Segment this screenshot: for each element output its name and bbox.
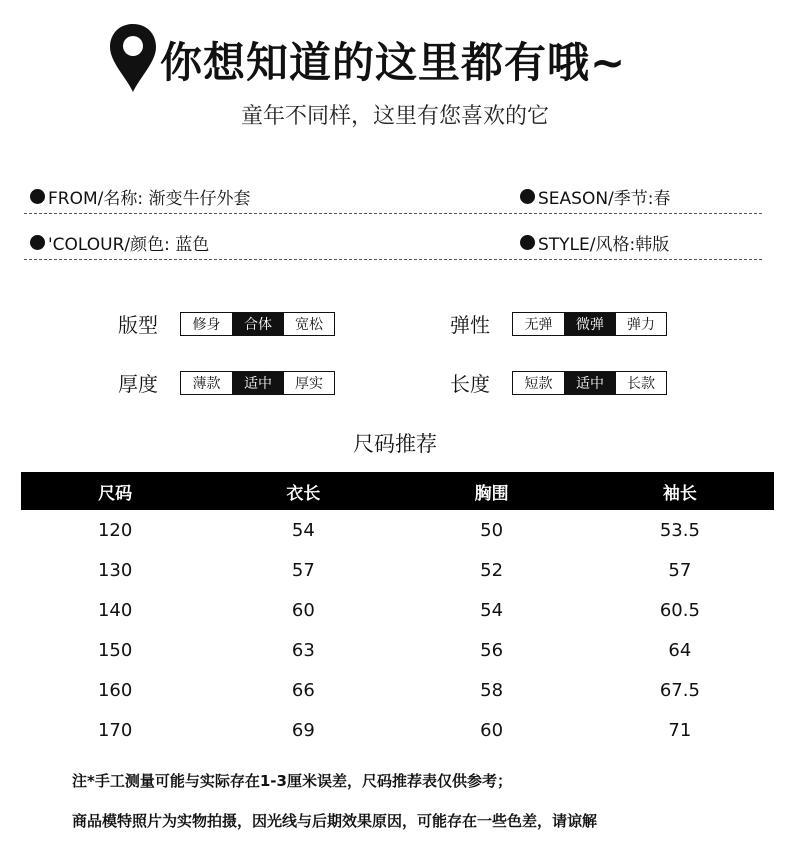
attr-thickness-label: 厚度 <box>118 372 158 396</box>
attr-elasticity-option: 弹力 <box>615 313 666 335</box>
table-cell: 57 <box>668 559 692 581</box>
table-cell: 67.5 <box>659 679 700 701</box>
attr-length-option-selected: 适中 <box>564 372 615 394</box>
table-cell: 140 <box>97 599 133 621</box>
bullet-dot-icon <box>30 235 45 250</box>
table-cell: 57 <box>291 559 315 581</box>
info-name-text: FROM/名称: 渐变牛仔外套 <box>48 189 251 209</box>
table-cell: 54 <box>480 599 504 621</box>
table-row <box>21 590 774 630</box>
attr-fit-options <box>180 312 335 336</box>
attr-fit-option: 修身 <box>181 313 232 335</box>
info-style-text: STYLE/风格:韩版 <box>538 235 670 255</box>
table-cell: 60.5 <box>659 599 700 621</box>
table-cell: 69 <box>291 719 315 741</box>
attr-thickness-option: 厚实 <box>283 372 334 394</box>
info-name <box>30 184 251 209</box>
table-cell: 170 <box>97 719 133 741</box>
attr-thickness <box>118 368 335 397</box>
attr-elasticity-label: 弹性 <box>450 313 490 337</box>
attr-elasticity <box>450 309 667 338</box>
page-subtitle: 童年不同样，这里有您喜欢的它 <box>240 104 549 129</box>
table-cell: 50 <box>480 519 504 541</box>
attr-thickness-option: 薄款 <box>181 372 232 394</box>
attr-length-options <box>512 371 667 395</box>
attr-elasticity-option-selected: 微弹 <box>564 313 615 335</box>
measurement-note: 注*手工测量可能与实际存在1-3厘米误差，尺码推荐表仅供参考； <box>72 772 512 790</box>
attr-thickness-options <box>180 371 335 395</box>
attr-length-option: 长款 <box>615 372 666 394</box>
attr-fit-option: 宽松 <box>283 313 334 335</box>
info-colour-text: 'COLOUR/颜色: 蓝色 <box>48 235 210 255</box>
attr-elasticity-options <box>512 312 667 336</box>
table-cell: 60 <box>291 599 315 621</box>
table-cell: 58 <box>480 679 504 701</box>
table-cell: 150 <box>97 639 133 661</box>
bullet-dot-icon <box>30 189 45 204</box>
table-cell: 160 <box>97 679 133 701</box>
size-table <box>21 472 774 750</box>
column-header-length: 衣长 <box>286 483 321 504</box>
attr-fit <box>118 309 335 338</box>
table-cell: 60 <box>480 719 504 741</box>
attr-thickness-option-selected: 适中 <box>232 372 283 394</box>
location-pin-icon <box>108 22 158 94</box>
info-season <box>520 184 671 209</box>
bullet-dot-icon <box>520 235 535 250</box>
table-cell: 53.5 <box>659 519 700 541</box>
info-row-colour-style <box>24 220 762 260</box>
attr-fit-option-selected: 合体 <box>232 313 283 335</box>
table-cell: 66 <box>291 679 315 701</box>
color-difference-note: 商品模特照片为实物拍摄，因光线与后期效果原因，可能存在一些色差，请谅解 <box>72 812 598 830</box>
table-cell: 52 <box>480 559 504 581</box>
column-header-sleeve: 袖长 <box>662 483 697 504</box>
table-cell: 120 <box>97 519 133 541</box>
attr-length-option: 短款 <box>513 372 564 394</box>
header <box>0 0 790 140</box>
info-row-name-season <box>24 174 762 214</box>
table-cell: 54 <box>291 519 315 541</box>
size-table-body <box>21 510 774 750</box>
table-row <box>21 630 774 670</box>
size-table-title: 尺码推荐 <box>353 432 437 456</box>
table-cell: 63 <box>291 639 315 661</box>
table-row <box>21 670 774 710</box>
column-header-chest: 胸围 <box>474 483 509 504</box>
attr-length-label: 长度 <box>450 372 490 396</box>
column-header-size: 尺码 <box>98 483 133 504</box>
info-style <box>520 230 669 255</box>
table-row <box>21 710 774 750</box>
table-cell: 71 <box>668 719 692 741</box>
page-title: 你想知道的这里都有哦~ <box>160 38 627 87</box>
info-colour <box>30 230 209 255</box>
table-cell: 56 <box>480 639 504 661</box>
table-row <box>21 550 774 590</box>
table-row <box>21 510 774 550</box>
attr-elasticity-option: 无弹 <box>513 313 564 335</box>
attr-length <box>450 368 667 397</box>
attr-fit-label: 版型 <box>118 313 158 337</box>
info-season-text: SEASON/季节:春 <box>538 189 671 209</box>
table-cell: 64 <box>668 639 692 661</box>
table-cell: 130 <box>97 559 133 581</box>
size-table-header <box>21 472 774 510</box>
bullet-dot-icon <box>520 189 535 204</box>
